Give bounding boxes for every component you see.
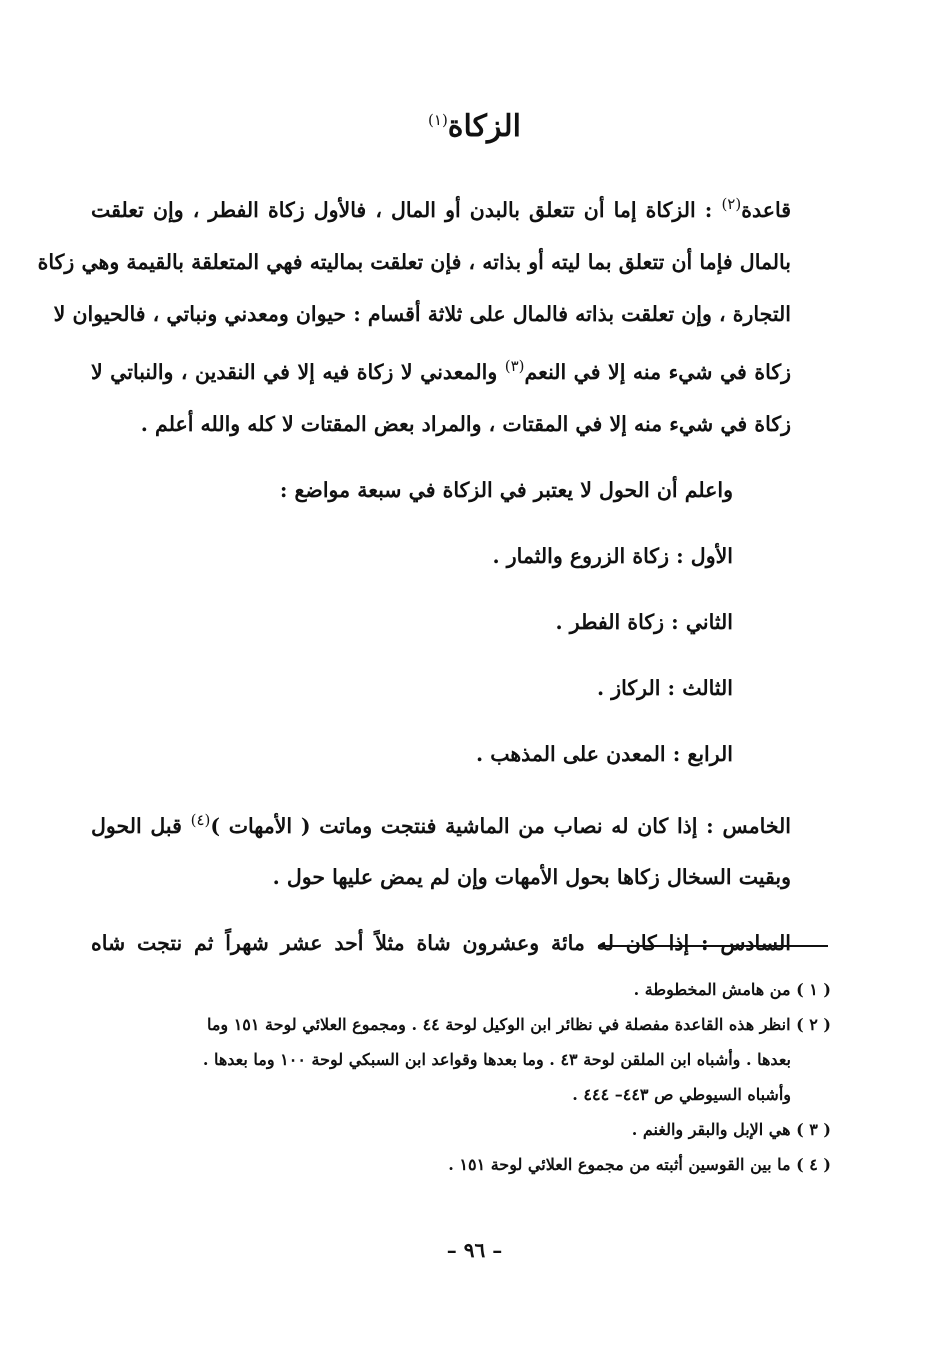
footnote-ref: (٤) xyxy=(190,810,211,829)
main-text xyxy=(37,178,791,969)
title-text: الزكاة xyxy=(447,109,521,144)
footnote-ref: (٢) xyxy=(721,195,742,213)
paragraph-gap xyxy=(91,714,791,728)
footnote-continuation: بعدها . وأشباه ابن الملقن لوحة ٤٣ . وما بعدها وقواعد ابن السبكي لوحة ١٠٠ وما بعدها . xyxy=(202,1050,791,1069)
footnote: ( ٤ ) ما بين القوسين أثبته من مجموع العلائي لوحة ١٥١ . xyxy=(448,1155,831,1174)
list-item: الثاني : زكاة الفطر . xyxy=(555,609,733,634)
rule-paragraph-line: بالمال فإما أن تتعلق بما ليته أو بذاته ، فإن تعلقت بماليته فهي المتعلقة بالقيمة وهي زكاة xyxy=(37,249,791,274)
list-item: الأول : زكاة الزروع والثمار . xyxy=(492,543,733,568)
footnotes xyxy=(119,972,831,1182)
sixth-paragraph-line: السادس : إذا كان له مائة وعشرون شاة مثلاً أحد عشر شهراً ثم نتجت شاه xyxy=(91,931,791,956)
paragraph-gap xyxy=(91,516,791,530)
fifth-text: قبل الحول xyxy=(91,813,191,838)
paragraph-gap xyxy=(91,648,791,662)
rule-paragraph-line: زكاة في شيء منه إلا في المقتات ، والمراد بعض المقتات لا كله والله أعلم . xyxy=(140,411,791,436)
footnote-ref: (٣) xyxy=(504,356,525,375)
footnote: ( ١ ) من هامش المخطوطة . xyxy=(633,980,831,999)
footnote-continuation: وأشباه السيوطي ص ٤٤٣– ٤٤٤ . xyxy=(572,1085,791,1104)
rule-paragraph-line xyxy=(91,340,791,398)
paragraph-gap xyxy=(91,903,791,917)
fifth-paragraph-line xyxy=(91,794,791,852)
paragraph-gap xyxy=(91,582,791,596)
paragraph-gap xyxy=(91,450,791,464)
paragraph-gap xyxy=(91,780,791,794)
page-title xyxy=(0,98,949,149)
fifth-text: الخامس : إذا كان له نصاب من الماشية فنتجت وماتت ( الأمهات ) xyxy=(210,813,791,838)
rule-paragraph-line xyxy=(91,178,791,236)
page-number: – ٩٦ – xyxy=(446,1238,503,1262)
rule-text: زكاة في شيء منه إلا في النعم xyxy=(524,359,791,384)
intro-paragraph: واعلم أن الحول لا يعتبر في الزكاة في سبعة مواضع : xyxy=(279,477,733,502)
rule-text: : الزكاة إما أن تتعلق بالبدن أو المال ، فالأول زكاة الفطر ، وإن تعلقت xyxy=(91,197,722,222)
rule-paragraph-line: التجارة ، وإن تعلقت بذاته فالمال على ثلاثة أقسام : حيوان ومعدني ونباتي ، فالحيوان لا xyxy=(53,301,791,326)
fifth-paragraph-line: وبقيت السخال زكاها بحول الأمهات وإن لم يمض عليها حول . xyxy=(272,865,791,890)
footnote-separator xyxy=(598,945,828,947)
footnote: ( ٢ ) انظر هذه القاعدة مفصلة في نظائر ابن الوكيل لوحة ٤٤ . ومجموع العلائي لوحة ١٥١ وما xyxy=(206,1015,831,1034)
rule-label: قاعدة xyxy=(741,197,791,222)
rule-text: والمعدني لا زكاة فيه إلا في النقدين ، والنباتي لا xyxy=(91,359,505,384)
list-item: الرابع : المعدن على المذهب . xyxy=(475,741,733,766)
title-footnote-ref: (١) xyxy=(428,111,448,129)
footnote: ( ٣ ) هي الإبل والبقر والغنم . xyxy=(631,1120,831,1139)
list-item: الثالث : الركاز . xyxy=(596,675,733,700)
